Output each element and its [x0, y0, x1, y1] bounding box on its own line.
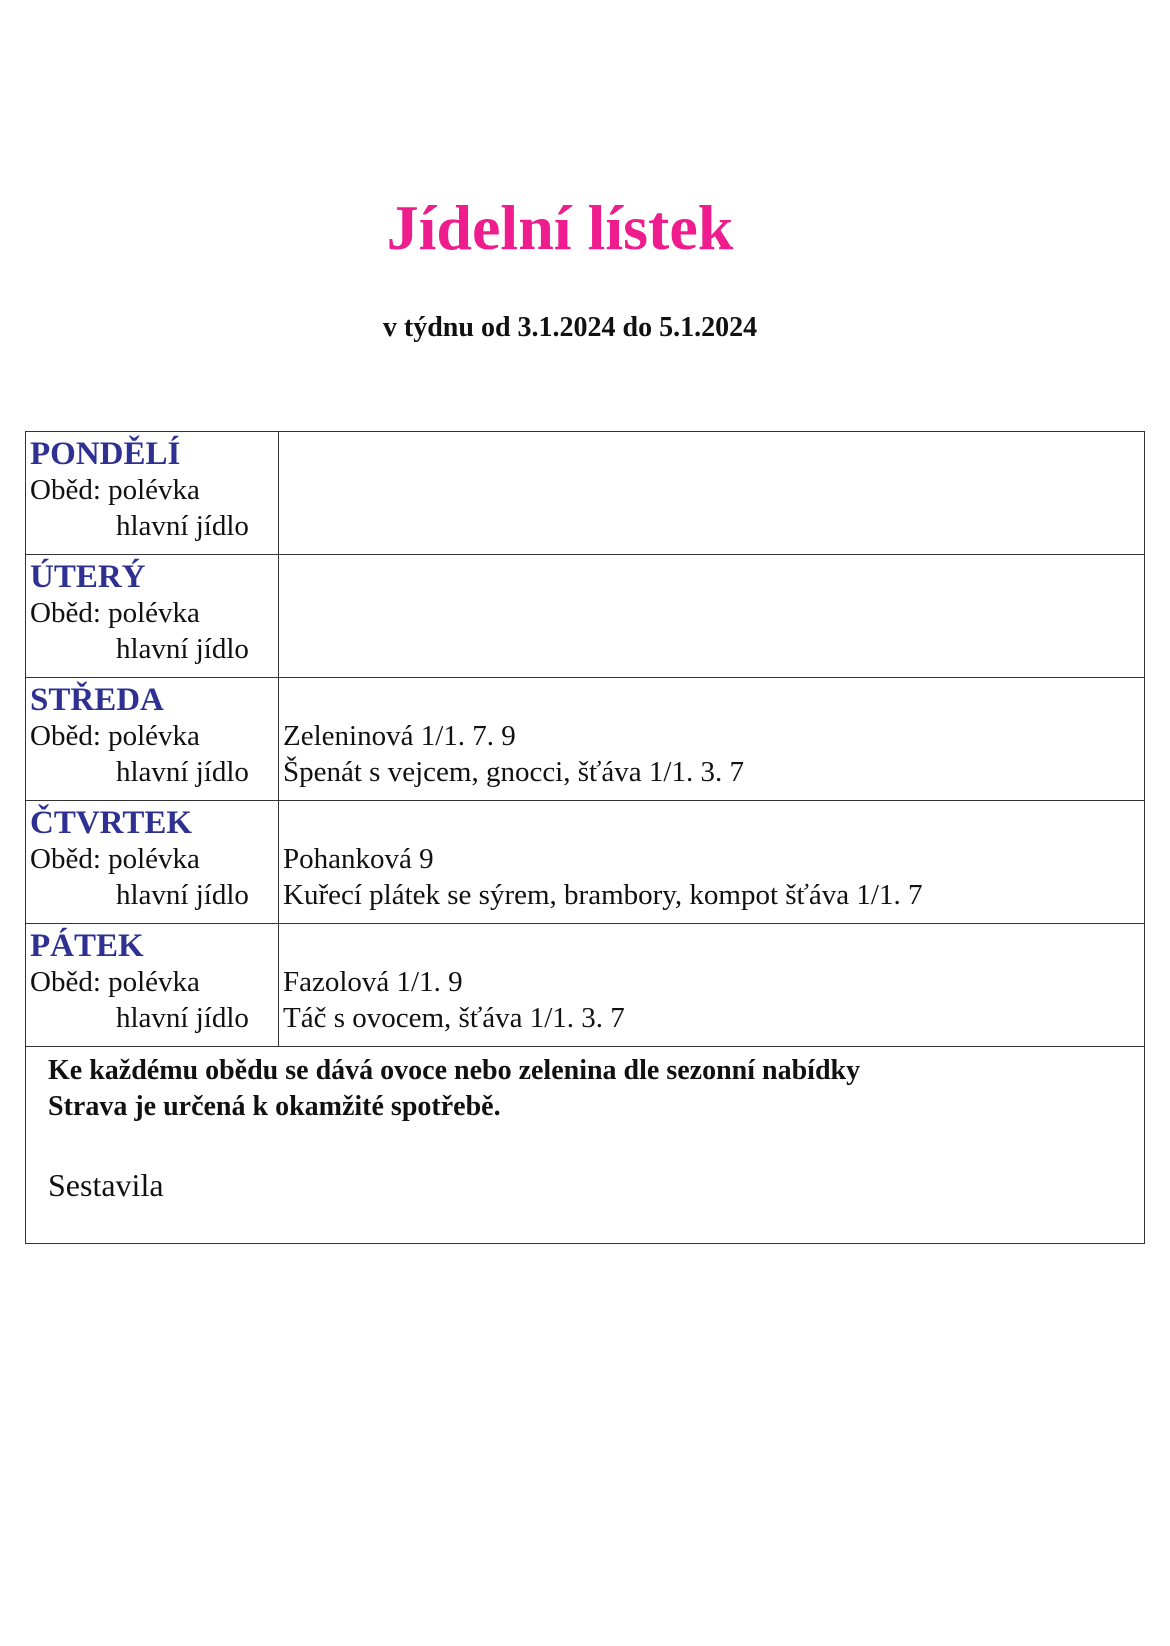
soup-dish: Zeleninová 1/1. 7. 9 — [283, 720, 516, 752]
main-dish: Špenát s vejcem, gnocci, šťáva 1/1. 3. 7 — [283, 756, 744, 788]
main-dish: Táč s ovocem, šťáva 1/1. 3. 7 — [283, 1002, 625, 1034]
soup-dish: Pohanková 9 — [283, 843, 434, 875]
page-title: Jídelní lístek — [386, 192, 734, 263]
day-row-tuesday — [26, 555, 1145, 678]
soup-label: Oběd: polévka — [30, 966, 200, 998]
day-name-friday: PÁTEK — [30, 928, 144, 964]
main-dish-label: hlavní jídlo — [116, 510, 249, 542]
day-label-cell — [26, 801, 279, 924]
day-name-monday: PONDĚLÍ — [30, 436, 181, 472]
main-dish: Kuřecí plátek se sýrem, brambory, kompot šťáva 1/1. 7 — [283, 879, 923, 911]
main-dish-label: hlavní jídlo — [116, 756, 249, 788]
soup-label: Oběd: polévka — [30, 474, 200, 506]
soup-label: Oběd: polévka — [30, 843, 200, 875]
day-row-wednesday — [26, 678, 1145, 801]
day-label-cell — [26, 678, 279, 801]
day-label-cell — [26, 924, 279, 1047]
day-row-monday — [26, 432, 1145, 555]
main-dish-label: hlavní jídlo — [116, 633, 249, 665]
dish-cell-friday — [279, 924, 1145, 1047]
soup-dish: Fazolová 1/1. 9 — [283, 966, 463, 998]
day-name-wednesday: STŘEDA — [30, 682, 164, 718]
menu-table — [25, 431, 1145, 1244]
footer-row — [26, 1047, 1145, 1244]
dish-cell-tuesday — [279, 555, 1145, 678]
day-name-thursday: ČTVRTEK — [30, 805, 193, 841]
soup-label: Oběd: polévka — [30, 597, 200, 629]
consumption-note: Strava je určená k okamžité spotřebě. — [48, 1091, 501, 1122]
side-dish-note: Ke každému obědu se dává ovoce nebo zelenina dle sezonní nabídky — [48, 1055, 861, 1086]
day-name-tuesday: ÚTERÝ — [30, 559, 146, 595]
day-label-cell — [26, 555, 279, 678]
dish-cell-monday — [279, 432, 1145, 555]
day-row-friday — [26, 924, 1145, 1047]
compiled-by: Sestavila — [48, 1167, 164, 1203]
main-dish-label: hlavní jídlo — [116, 1002, 249, 1034]
week-range: v týdnu od 3.1.2024 do 5.1.2024 — [382, 312, 758, 343]
day-label-cell — [26, 432, 279, 555]
dish-cell-wednesday — [279, 678, 1145, 801]
dish-cell-thursday — [279, 801, 1145, 924]
footer-cell — [26, 1047, 1145, 1244]
soup-label: Oběd: polévka — [30, 720, 200, 752]
day-row-thursday — [26, 801, 1145, 924]
main-dish-label: hlavní jídlo — [116, 879, 249, 911]
